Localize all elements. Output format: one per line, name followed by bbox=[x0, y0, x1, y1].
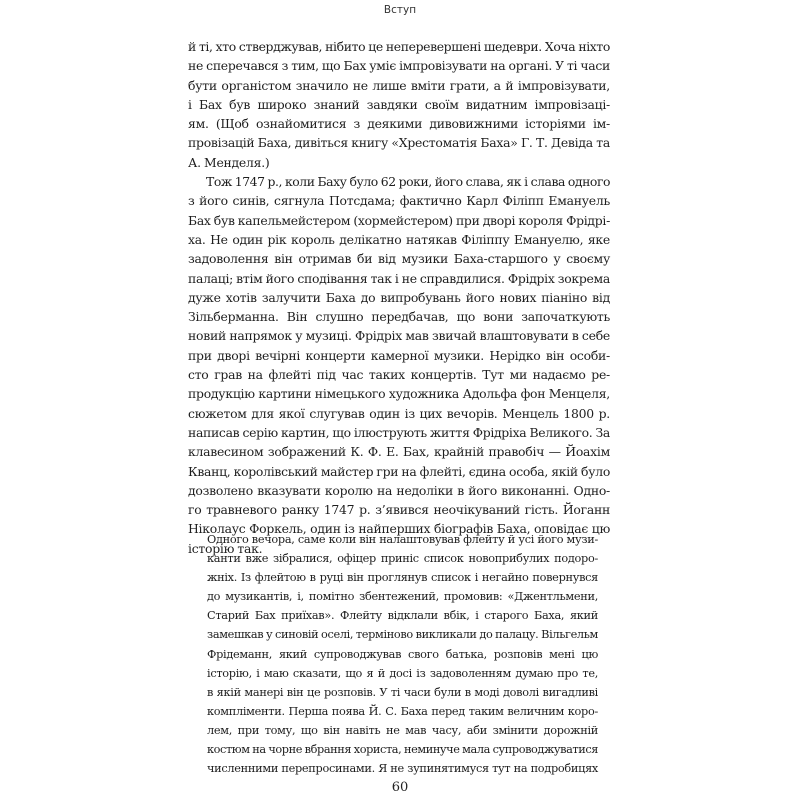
text-line: А. Менделя.) bbox=[188, 154, 270, 170]
text-line: ям. (Щоб ознайомитися з деякими дивовижними історіями ім- bbox=[188, 116, 610, 132]
quote-line: Старий Бах приїхав». Флейту відклали вбік, і старого Баха, який bbox=[207, 609, 598, 623]
text-line: історію так. bbox=[188, 540, 263, 556]
text-line: задоволення він отримав би від музики Баха-старшого у своєму bbox=[188, 251, 610, 267]
quote-line: в якій манері він це розповів. У ті часи були в моді доволі вигадливі bbox=[207, 685, 598, 699]
text-line: Тож 1747 р., коли Баху було 62 роки, його слава, як і слава одного bbox=[206, 174, 610, 190]
text-line: дуже хотів залучити Баха до випробувань його нових піаніно від bbox=[188, 289, 610, 305]
quote-line: костюм на чорне вбрання хориста, неминуче мала супроводжуватися bbox=[207, 743, 598, 757]
text-line: з його синів, сягнула Потсдама; фактично Карл Філіпп Емануель bbox=[188, 193, 610, 209]
text-line: клавесином зображений К. Ф. Е. Бах, крайній правобіч — Йоахім bbox=[188, 444, 610, 460]
text-line: і Бах був широко знаний завдяки своїм видатним імпровізаці- bbox=[188, 96, 610, 112]
text-line: сто грав на флейті під час таких концертів. Тут ми надаємо ре- bbox=[188, 367, 610, 383]
text-line: бути органістом значило не лише вміти грати, а й імпровізувати, bbox=[188, 77, 610, 93]
quote-line: жніх. Із флейтою в руці він проглянув список і негайно повернувся bbox=[207, 571, 598, 585]
text-line: Зільберманна. Він слушно передбачав, що вони започаткують bbox=[188, 309, 610, 325]
text-line: сюжетом для якої слугував один із цих вечорів. Менцель 1800 р. bbox=[188, 405, 610, 421]
text-line: новий напрямок у музиці. Фрідріх мав звичай влаштовувати в себе bbox=[188, 328, 610, 344]
text-line: й ті, хто стверджував, нібито це неперевершені шедеври. Хоча ніхто bbox=[188, 39, 610, 54]
text-line: продукцію картини німецького художника Адольфа фон Менцеля, bbox=[188, 386, 610, 402]
quote-line: до музикантів, і, помітно збентежений, промовив: «Джентльмени, bbox=[207, 590, 598, 604]
text-line: Кванц, королівський майстер гри на флейті, єдина особа, якій було bbox=[188, 463, 611, 479]
quote-line: численними перепросинами. Я не зупинятимуся тут на подробицях bbox=[207, 762, 598, 776]
text-line: написав серію картин, що ілюструють життя Фрідріха Великого. За bbox=[188, 424, 610, 440]
running-head: Вступ bbox=[383, 4, 417, 16]
text-line: дозволено вказувати королю на недоліки в його виконанні. Одно- bbox=[188, 482, 610, 498]
text-line: палаці; втім його сподівання так і не справдилися. Фрідріх зокрема bbox=[188, 270, 610, 286]
text-line: при дворі вечірні концерти камерної музики. Нерідко він особи- bbox=[188, 347, 610, 363]
quote-line: компліменти. Перша поява Й. С. Баха перед таким величним коро- bbox=[207, 704, 598, 718]
quote-line: Фрідеманн, який супроводжував свого батька, розповів мені цю bbox=[207, 647, 598, 661]
text-line: Ніколаус Форкель, один із найперших біографів Баха, оповідає цю bbox=[188, 521, 610, 537]
quote-line: Одного вечора, саме коли він налаштовував флейту й усі його музи- bbox=[207, 533, 598, 546]
text-line: го травневого ранку 1747 р. з’явився неочікуваний гість. Йоганн bbox=[188, 502, 610, 518]
page-number: 60 bbox=[391, 780, 409, 795]
main-text bbox=[188, 37, 610, 558]
text-line: ха. Не один рік король делікатно натякав Філіппу Емануелю, яке bbox=[188, 231, 610, 247]
quote-line: лем, при тому, що він навіть не мав часу, аби змінити дорожній bbox=[207, 723, 598, 737]
quote-line: історію, і маю сказати, що я й досі із задоволенням думаю про те, bbox=[207, 666, 598, 680]
text-line: не сперечався з тим, що Бах уміє імпровізувати на органі. У ті часи bbox=[188, 58, 610, 74]
text-line: Бах був капельмейстером (хормейстером) при дворі короля Фрідрі- bbox=[188, 212, 610, 228]
quote-line: канти вже зібралися, офіцер приніс список новоприбулих подоро- bbox=[207, 552, 598, 566]
block-quote bbox=[207, 530, 598, 778]
text-line: провізацій Баха, дивіться книгу «Хрестоматія Баха» Г. Т. Девіда та bbox=[188, 135, 610, 151]
quote-line: замешкав у синовій оселі, терміново викликали до палацу. Вільгельм bbox=[207, 628, 598, 642]
